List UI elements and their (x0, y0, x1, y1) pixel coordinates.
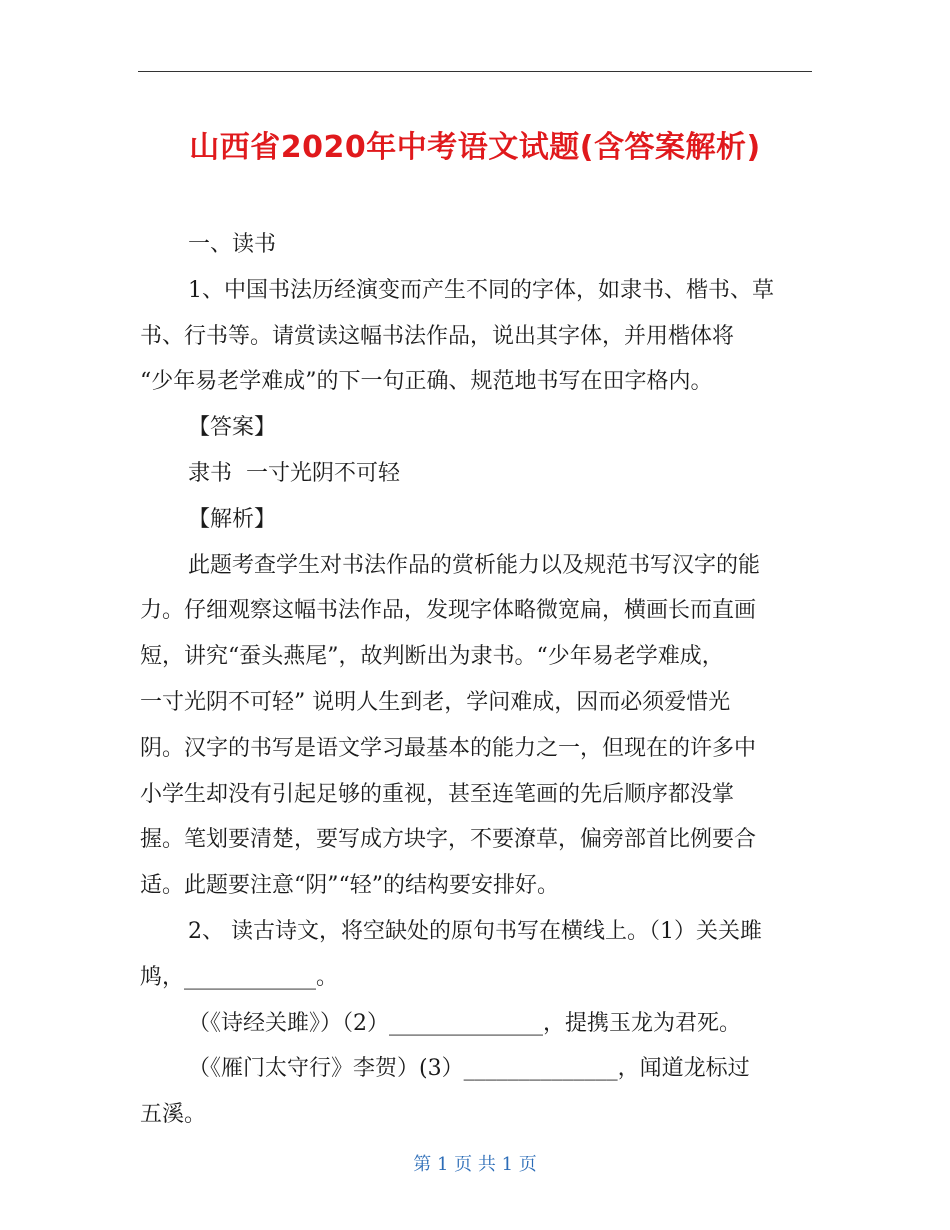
question-2-line-5: 五溪。 (140, 1102, 207, 1128)
question-2-line-3: （《诗经关雎》）（2）______________，提携玉龙为君死。 (188, 1010, 741, 1036)
answer-heading: 【答案】 (188, 415, 277, 441)
header-rule (138, 71, 812, 72)
analysis-line-2: 力。仔细观察这幅书法作品，发现字体略微宽扁，横画长而直画 (140, 598, 757, 624)
question-1-line-3: “少年易老学难成”的下一句正确、规范地书写在田字格内。 (140, 369, 713, 395)
question-2-line-1: 2、 读古诗文，将空缺处的原句书写在横线上。（1）关关雎 (188, 918, 762, 944)
analysis-line-7: 握。笔划要清楚，要写成方块字，不要潦草，偏旁部首比例要合 (140, 827, 757, 853)
question-2-line-4: （《雁门太守行》李贺）(3）______________，闻道龙标过 (188, 1056, 750, 1082)
section-heading: 一、读书 (188, 232, 277, 257)
analysis-line-6: 小学生却没有引起足够的重视，甚至连笔画的先后顺序都没掌 (140, 781, 735, 807)
analysis-line-8: 适。此题要注意“阴”“轻”的结构要安排好。 (140, 873, 559, 899)
analysis-line-3: 短，讲究“蚕头燕尾”，故判断出为隶书。“少年易老学难成， (140, 644, 724, 670)
document-body (140, 222, 812, 1138)
question-2-line-2: 鸠，____________。 (140, 964, 339, 990)
question-1-line-2: 书、行书等。请赏读这幅书法作品，说出其字体，并用楷体将 (140, 323, 735, 349)
analysis-heading: 【解析】 (188, 506, 277, 532)
analysis-line-5: 阴。汉字的书写是语文学习最基本的能力之一，但现在的许多中 (140, 735, 757, 761)
analysis-line-1: 此题考查学生对书法作品的赏析能力以及规范书写汉字的能 (188, 552, 761, 578)
analysis-line-4: 一寸光阴不可轻” 说明人生到老，学问难成，因而必须爱惜光 (140, 689, 731, 715)
document-title: 山西省2020年中考语文试题(含答案解析) (189, 130, 761, 165)
answer-text: 隶书 一寸光阴不可轻 (188, 460, 400, 486)
question-1-line-1: 1、中国书法历经演变而产生不同的字体，如隶书、楷书、草 (188, 277, 774, 303)
page-number: 第 1 页 共 1 页 (413, 1154, 537, 1175)
